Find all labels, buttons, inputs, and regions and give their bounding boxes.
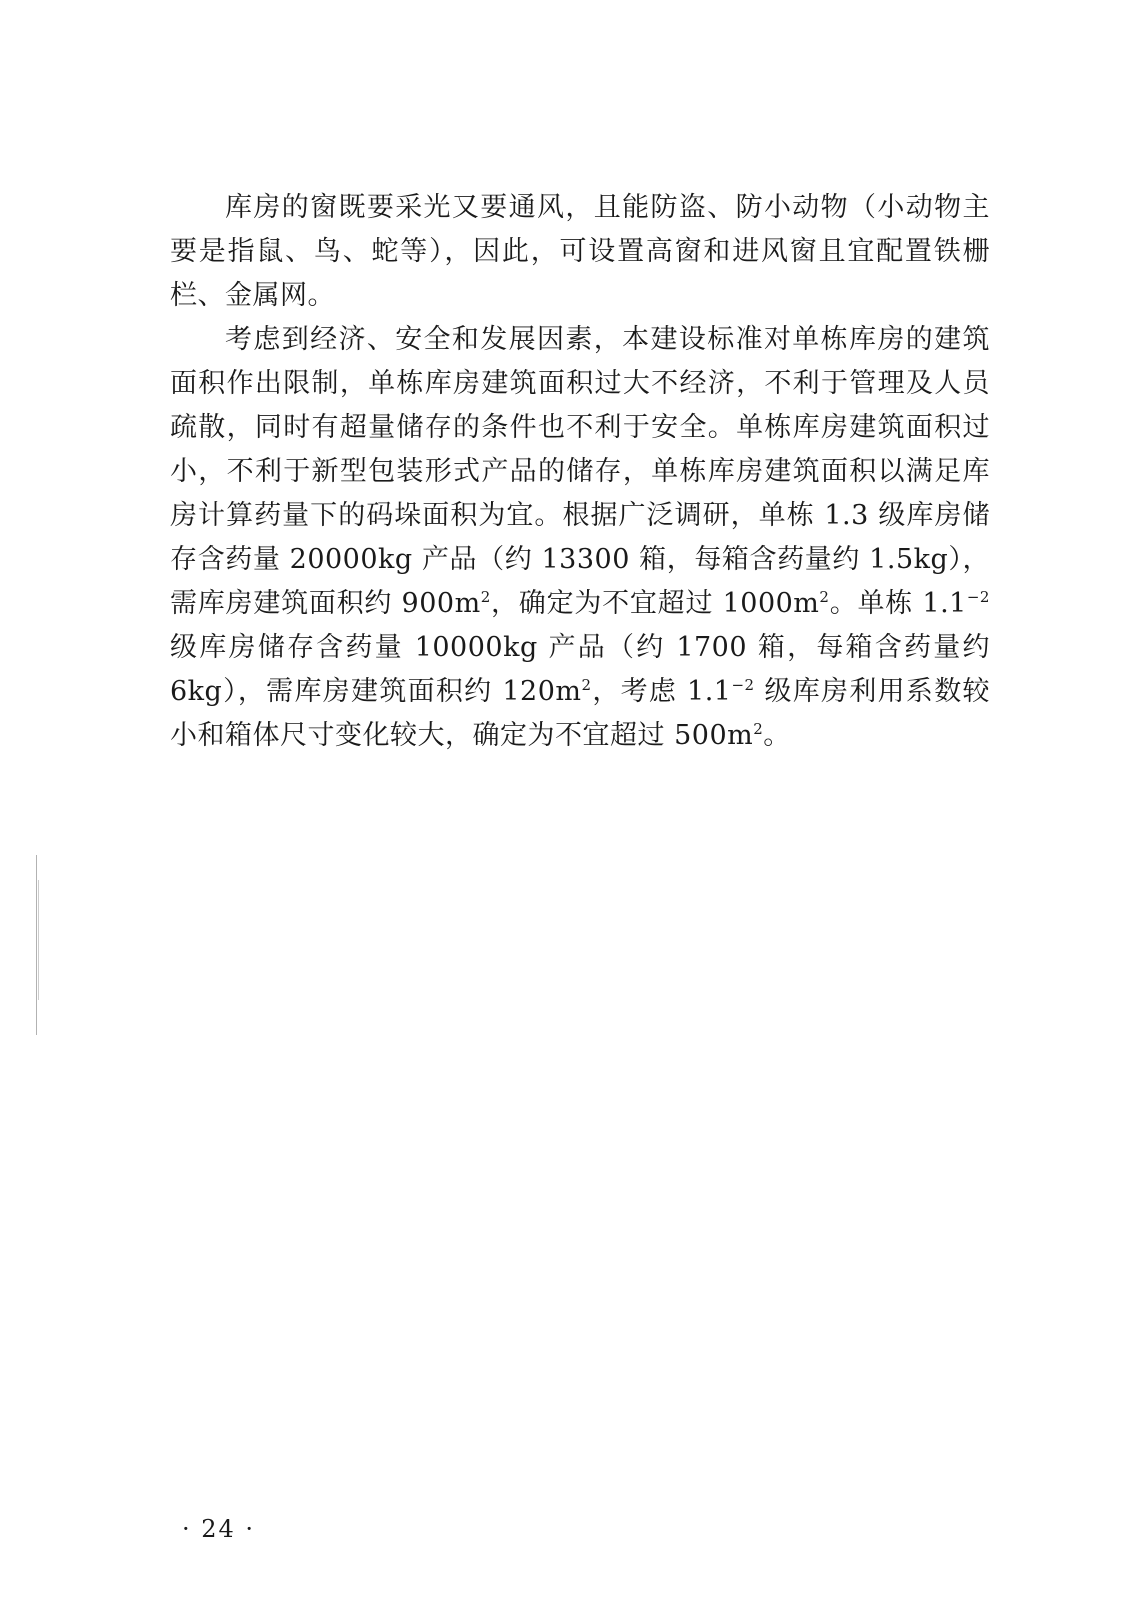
paragraph-building-area [170,318,990,758]
paragraph-windows [170,186,990,318]
text-run: 库房的窗既要采光又要通风，且能防盗、防小动物（小动物主要是指鼠、鸟、蛇等），因此，可设置高窗和进风窗且宜配置铁栅栏、金属网。 [170,192,990,311]
scan-artifact [36,855,37,1035]
scan-artifact [38,880,39,1000]
text-run: 级库房利用系数较小和箱体尺寸变化较大，确定为不宜超过 500m [170,676,990,751]
body-text [170,186,990,758]
superscript: 2 [819,588,830,606]
superscript: −2 [731,676,755,694]
page-number: · 24 · [182,1515,256,1543]
superscript: 2 [581,676,592,694]
text-run: ，考虑 1.1 [591,676,732,707]
superscript: 2 [480,588,491,606]
superscript: 2 [753,720,764,738]
text-run: ，确定为不宜超过 1000m [490,588,820,619]
text-run: 级库房储存含药量 10000kg 产品（约 1700 箱，每箱含药量约 6kg），需库房建筑面积约 120m [170,632,990,707]
text-run: 考虑到经济、安全和发展因素，本建设标准对单栋库房的建筑面积作出限制，单栋库房建筑面积过大不经济，不利于管理及人员疏散，同时有超量储存的条件也不利于安全。单栋库房建筑面积过小，不利于新型包装形式产品的储存，单栋库房建筑面积以满足库房计算药量下的码垛面积为宜。根据广泛调研，单栋 1.3 级库房储存含药量 20000kg 产品（约 13300 箱，每箱含药量约 1.5kg），需库房建筑面积约 900m [170,324,990,619]
text-run: 。单栋 1.1 [829,588,967,619]
superscript: −2 [966,588,990,606]
text-run: 。 [763,720,791,751]
